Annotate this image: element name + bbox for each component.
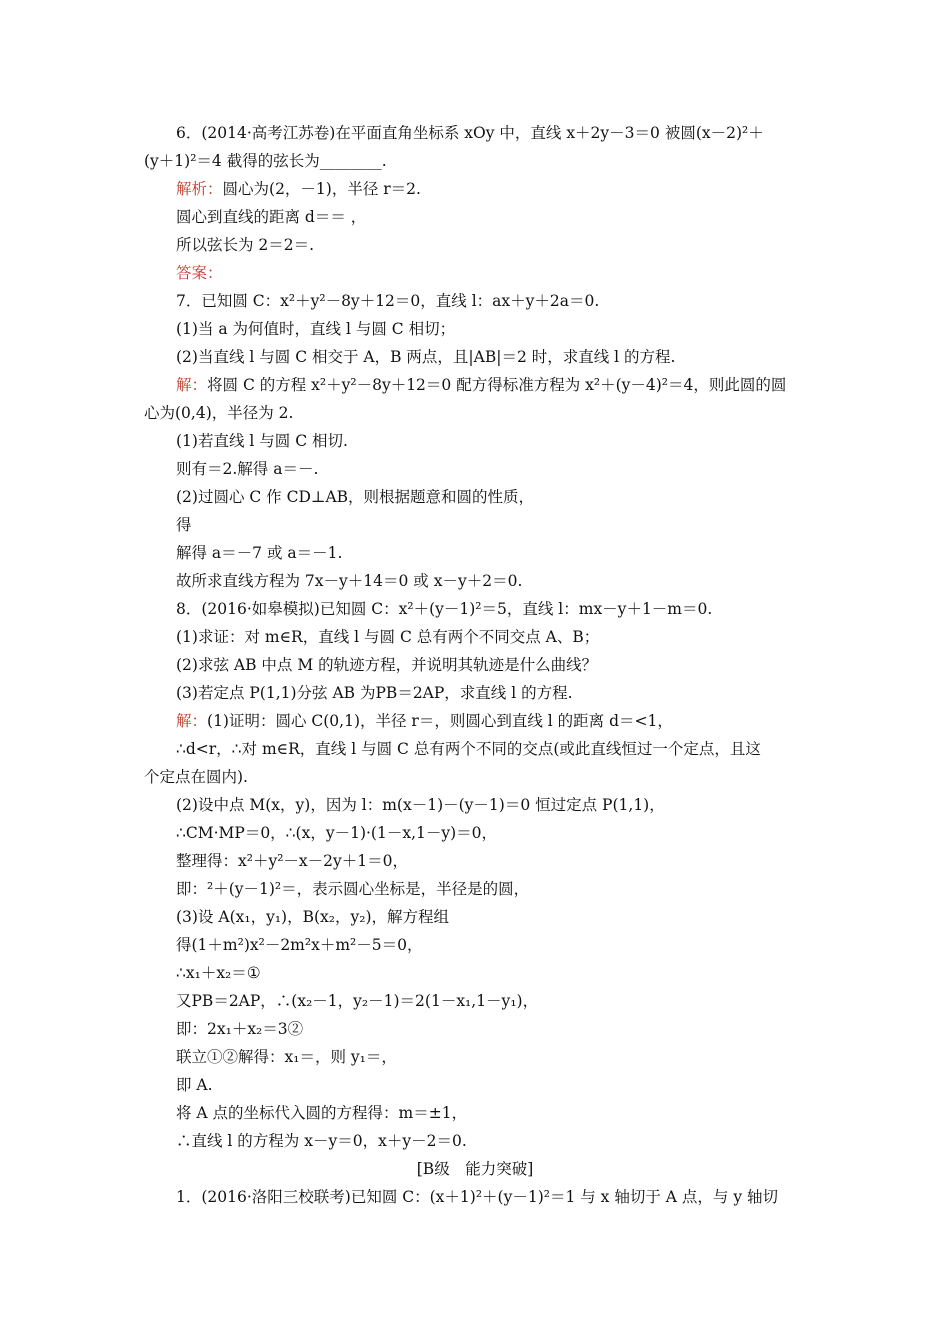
q8-solution-4: (2)设中点 M(x，y)，因为 l：m(x－1)－(y－1)＝0 恒过定点 P(1,1)， (176, 796, 665, 814)
q7-solution-8: 故所求直线方程为 7x－y＋14＝0 或 x－y＋2＝0. (176, 572, 523, 590)
q8-solution-2: ∴d<r，∴对 m∈R，直线 l 与圆 C 总有两个不同的交点(或此直线恒过一个定点，且这 (176, 740, 761, 758)
q7-solution-6: 得 (176, 516, 192, 534)
answer-label: 答案： (176, 264, 223, 282)
q8-part-2: (2)求弦 AB 中点 M 的轨迹方程，并说明其轨迹是什么曲线？ (176, 656, 598, 674)
q8-solution-3: 个定点在圆内). (144, 768, 248, 786)
q6-analysis: 解析：圆心为(2，－1)，半径 r＝2. (176, 180, 421, 198)
q8-solution-6: 整理得：x²＋y²－x－2y＋1＝0， (176, 852, 409, 870)
q6-line-2: (y＋1)²＝4 截得的弦长为________. (144, 152, 387, 170)
q6-line-1: 6．(2014·高考江苏卷)在平面直角坐标系 xOy 中，直线 x＋2y－3＝0 被圆(x－2)²＋ (176, 124, 764, 142)
q6-answer (176, 262, 223, 284)
q7-solution-2: 心为(0,4)，半径为 2. (144, 404, 294, 422)
solution-label: 解： (176, 376, 208, 394)
q8-solution-13: 联立①②解得：x₁＝，则 y₁＝， (176, 1048, 397, 1066)
q8-solution-5: ∴CM·MP＝0，∴(x，y－1)·(1－x,1－y)＝0， (176, 824, 498, 842)
q8-stem: 8．(2016·如皋模拟)已知圆 C：x²＋(y－1)²＝5，直线 l：mx－y＋1－m＝0. (176, 600, 713, 618)
q6-distance: 圆心到直线的距离 d＝＝ ， (176, 208, 367, 226)
q7-part-1: (1)当 a 为何值时，直线 l 与圆 C 相切； (176, 320, 456, 338)
q7-stem: 7．已知圆 C：x²＋y²－8y＋12＝0，直线 l：ax＋y＋2a＝0. (176, 292, 600, 310)
q8-solution-16: ∴直线 l 的方程为 x－y＝0，x＋y－2＝0. (176, 1132, 467, 1150)
q8-solution-10: ∴x₁＋x₂＝① (176, 964, 261, 982)
q8-solution-12: 即：2x₁＋x₂＝3② (176, 1020, 304, 1038)
q7-solution-4: 则有＝2.解得 a＝－. (176, 460, 319, 478)
b1-stem: 1．(2016·洛阳三校联考)已知圆 C：(x＋1)²＋(y－1)²＝1 与 x 轴切于 A 点，与 y 轴切 (176, 1188, 778, 1206)
q8-solution-9: 得(1＋m²)x²－2m²x＋m²－5＝0， (176, 936, 423, 954)
q8-solution-11: 又PB＝2AP，∴(x₂－1，y₂－1)＝2(1－x₁,1－y₁)， (176, 992, 539, 1010)
q8-solution-8: (3)设 A(x₁，y₁)，B(x₂，y₂)，解方程组 (176, 908, 450, 926)
q7-solution-1: 解：将圆 C 的方程 x²＋y²－8y＋12＝0 配方得标准方程为 x²＋(y－4)²＝4，则此圆的圆 (176, 376, 787, 394)
q8-solution-7: 即：²＋(y－1)²＝，表示圆心坐标是，半径是的圆， (176, 880, 530, 898)
q7-solution-3: (1)若直线 l 与圆 C 相切. (176, 432, 348, 450)
section-heading: [B级 能力突破] (416, 1160, 534, 1178)
q8-solution-15: 将 A 点的坐标代入圆的方程得：m＝±1， (176, 1104, 468, 1122)
q8-solution-1: 解：(1)证明：圆心 C(0,1)，半径 r＝，则圆心到直线 l 的距离 d＝<1， (176, 712, 673, 730)
q7-solution-5: (2)过圆心 C 作 CD⊥AB，则根据题意和圆的性质， (176, 488, 535, 506)
analysis-label: 解析： (176, 180, 223, 198)
q8-solution-14: 即 A. (176, 1076, 213, 1094)
q8-part-1: (1)求证：对 m∈R，直线 l 与圆 C 总有两个不同交点 A、B； (176, 628, 600, 646)
q6-chord: 所以弦长为 2＝2＝. (176, 236, 315, 254)
solution-label: 解： (176, 712, 208, 730)
q7-part-2: (2)当直线 l 与圆 C 相交于 A，B 两点，且|AB|＝2 时，求直线 l 的方程. (176, 348, 676, 366)
q8-part-3: (3)若定点 P(1,1)分弦 AB 为PB＝2AP，求直线 l 的方程. (176, 684, 573, 702)
q7-solution-7: 解得 a＝－7 或 a＝－1. (176, 544, 343, 562)
